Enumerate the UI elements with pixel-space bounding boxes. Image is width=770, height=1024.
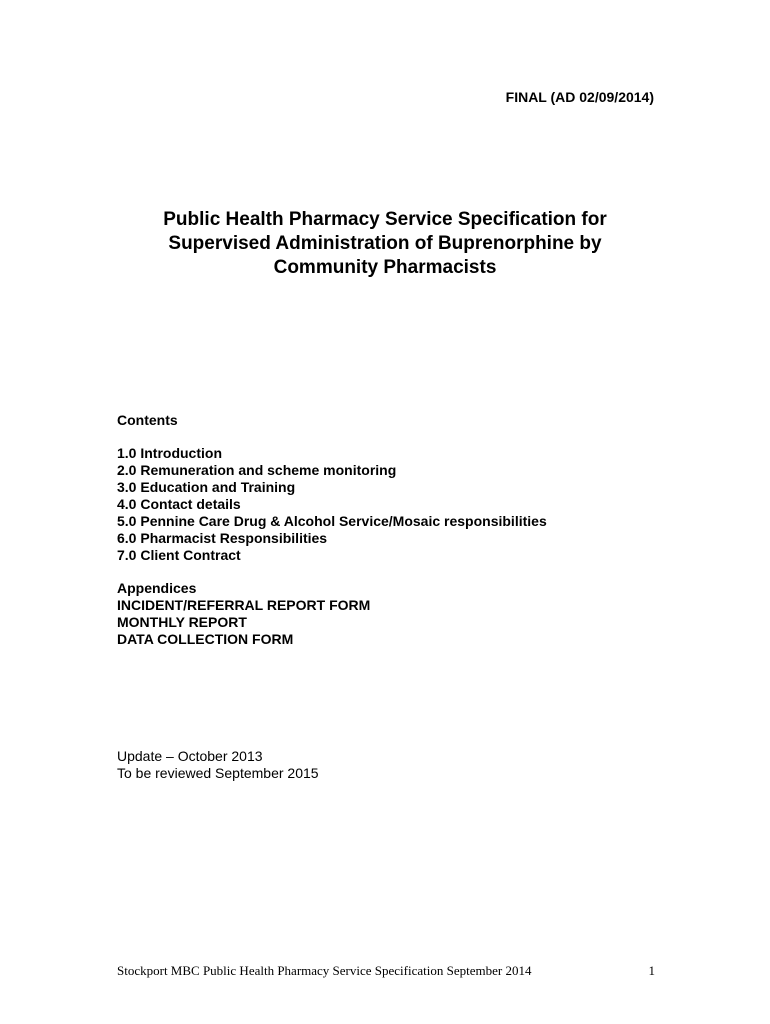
footer-text: Stockport MBC Public Health Pharmacy Service Specification September 2014 xyxy=(117,963,532,978)
toc-item: 4.0 Contact details xyxy=(117,496,241,512)
update-date: Update – October 2013 xyxy=(117,748,263,764)
appendices-section xyxy=(117,580,370,648)
document-status: FINAL (AD 02/09/2014) xyxy=(505,89,654,105)
contents-heading: Contents xyxy=(117,412,178,428)
appendix-item: DATA COLLECTION FORM xyxy=(117,631,294,647)
appendices-heading: Appendices xyxy=(117,580,197,596)
toc-item: 3.0 Education and Training xyxy=(117,479,296,495)
toc-item: 1.0 Introduction xyxy=(117,445,222,461)
toc-item: 7.0 Client Contract xyxy=(117,547,241,563)
review-date: To be reviewed September 2015 xyxy=(117,765,319,781)
appendix-item: INCIDENT/REFERRAL REPORT FORM xyxy=(117,597,371,613)
title-line: Supervised Administration of Buprenorphine by xyxy=(168,233,602,254)
title-line: Public Health Pharmacy Service Specification for xyxy=(163,209,607,230)
document-title xyxy=(80,208,690,280)
page-number: 1 xyxy=(648,963,655,978)
toc-item: 2.0 Remuneration and scheme monitoring xyxy=(117,462,397,478)
appendices-list xyxy=(117,597,370,648)
toc-item: 5.0 Pennine Care Drug & Alcohol Service/Mosaic responsibilities xyxy=(117,513,547,529)
table-of-contents xyxy=(117,445,547,564)
update-note xyxy=(117,748,319,782)
title-line: Community Pharmacists xyxy=(273,257,497,278)
toc-item: 6.0 Pharmacist Responsibilities xyxy=(117,530,328,546)
appendix-item: MONTHLY REPORT xyxy=(117,614,247,630)
